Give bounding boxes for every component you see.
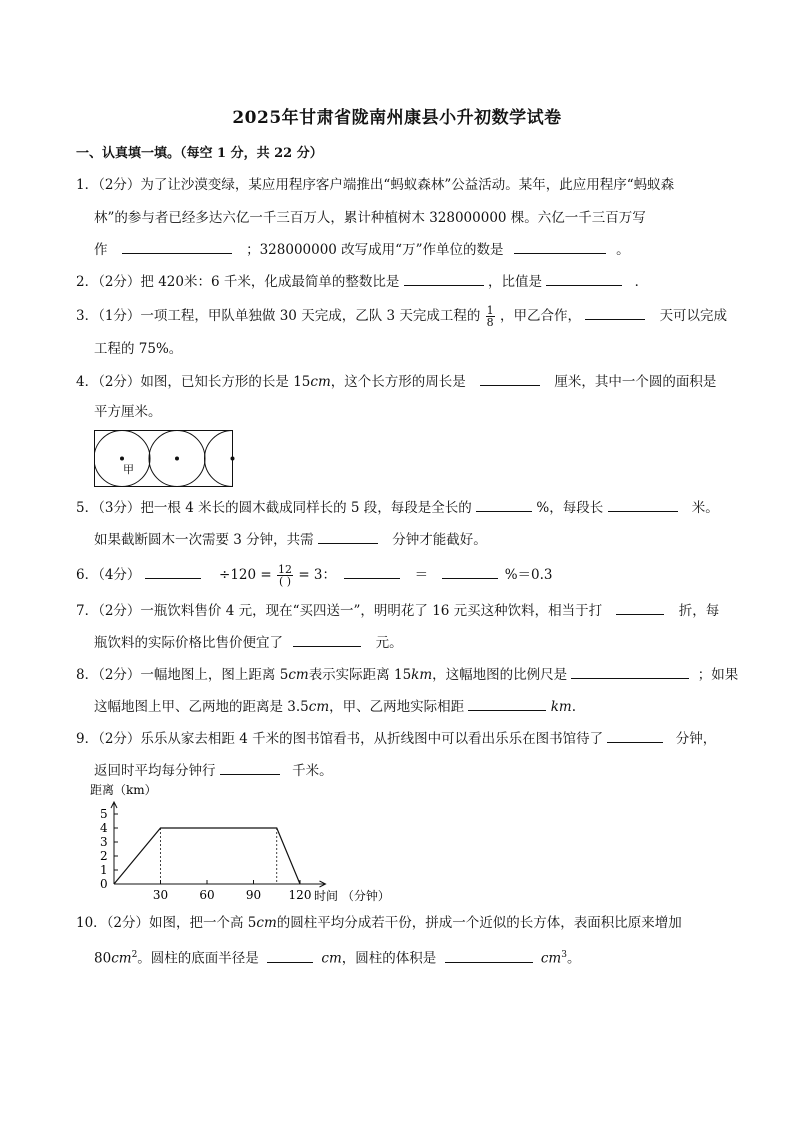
q6-text-a: 6．（4分） <box>76 567 141 583</box>
q10-blank-1[interactable] <box>267 948 313 963</box>
q9-text-d: 千米。 <box>292 763 333 779</box>
y-tick-label: 0 <box>100 877 108 891</box>
rectangle <box>95 431 233 487</box>
q8-text-b: 表示实际距离 15 <box>308 667 412 683</box>
q3-frac-den: 8 <box>486 316 494 329</box>
chart-axes <box>111 802 326 887</box>
q6-text-b: ÷120 = <box>219 567 272 583</box>
q9-line2 <box>94 760 333 781</box>
x-tick-label: 90 <box>245 888 262 902</box>
q10-text-b: 的圆柱平均分成若干份，拼成一个近似的长方体，表面积比原来增加 <box>276 915 682 931</box>
q2-text-a: 2．（2分）把 420米：6 千米，化成最简单的整数比是 <box>76 274 400 290</box>
q1-line2: 林”的参与者已经多达六亿一千三百万人，累计种植树木 328000000 棵。六亿一千三百万写 <box>94 210 646 226</box>
section-heading: 一、认真填一填。（每空 1 分，共 22 分） <box>76 146 323 161</box>
q2-blank-1[interactable] <box>404 271 484 286</box>
q10-text-e: ，圆柱的体积是 <box>341 950 437 967</box>
q3-text-a: 3．（1分）一项工程，甲队单独做 30 天完成，乙队 3 天完成工程的 <box>76 308 481 324</box>
q4-line2: 平方厘米。 <box>94 404 162 420</box>
q10-unit-1: cm <box>256 915 277 931</box>
x-tick-label: 120 <box>288 888 312 902</box>
q6-blank-2[interactable] <box>344 564 400 579</box>
q8-text-d: ；如果 <box>697 667 739 683</box>
q10-text-f: 。 <box>566 950 581 967</box>
q2-text-b: ，比值是 <box>487 274 542 290</box>
q9-text-c: 返回时平均每分钟行 <box>94 763 216 779</box>
distance-line <box>114 828 300 884</box>
q5-text-c: 米。 <box>691 500 719 516</box>
q1-blank-1[interactable] <box>122 239 232 254</box>
q7-text-b: 折，每 <box>678 603 720 619</box>
distance-time-chart <box>86 780 416 904</box>
q1-line3 <box>94 239 630 260</box>
q10-unit-2: cm <box>111 950 132 967</box>
q5-text-b: %，每段长 <box>536 500 604 516</box>
chart-guides <box>161 828 277 884</box>
q2-line <box>76 271 648 292</box>
q3-text-b: ，甲乙合作， <box>499 308 581 324</box>
q1-line1: 1．（2分）为了让沙漠变绿，某应用程序客户端推出“蚂蚁森林”公益活动。某年，此应用程序“蚂蚁森 <box>76 177 675 193</box>
y-tick-label: 1 <box>100 863 108 877</box>
q1-blank-2[interactable] <box>514 239 606 254</box>
q4-blank-1[interactable] <box>480 371 540 386</box>
q10-line2 <box>94 945 580 969</box>
rectangle-circles-figure <box>94 430 236 488</box>
q3-blank-1[interactable] <box>585 305 645 320</box>
x-tick-label: 60 <box>199 888 215 902</box>
chart-series <box>114 828 300 884</box>
q1-text-b: ；328000000 改写成用“万”作单位的数是 <box>246 242 504 258</box>
q6-text-c: = 3： <box>298 567 337 583</box>
q10-sup-2: 2 <box>131 950 138 960</box>
q6-text-d: ＝ <box>414 567 429 583</box>
q6-blank-3[interactable] <box>442 564 498 579</box>
q1-text-a: 作 <box>94 242 108 258</box>
y-tick-label: 2 <box>100 849 108 863</box>
y-tick-label: 3 <box>100 835 108 849</box>
q9-text-b: 分钟， <box>675 731 717 747</box>
x-tick-label: 30 <box>152 888 169 902</box>
q4-text-a: 4．（2分）如图，已知长方形的长是 15 <box>76 374 311 390</box>
q5-text-d: 如果截断圆木一次需要 3 分钟，共需 <box>94 532 314 548</box>
q5-text-e: 分钟才能截好。 <box>392 532 487 548</box>
chart-ticks <box>100 807 311 902</box>
q7-blank-2[interactable] <box>293 632 361 647</box>
q10-unit-3: cm <box>321 950 342 967</box>
center-dot-1 <box>120 457 124 461</box>
q9-blank-1[interactable] <box>607 728 663 743</box>
q3-text-c: 天可以完成 <box>659 308 728 324</box>
q8-text-e: 这幅地图上甲、乙两地的距离是 3.5 <box>94 699 309 715</box>
q7-line1 <box>76 600 719 621</box>
q9-line1 <box>76 728 716 749</box>
q6-fraction <box>277 564 293 587</box>
q7-text-c: 瓶饮料的实际价格比售价便宜了 <box>94 635 283 651</box>
q10-text-d: 。圆柱的底面半径是 <box>137 950 259 967</box>
q8-unit-2: km <box>411 667 433 683</box>
q5-line1 <box>76 497 719 518</box>
q8-unit-1: cm <box>288 667 309 683</box>
figure-label-jia: 甲 <box>123 463 134 476</box>
q2-blank-2[interactable] <box>546 271 622 286</box>
circle-3-partial <box>205 431 233 487</box>
q2-text-c: ． <box>634 274 649 290</box>
q10-text-c: 80 <box>94 950 112 967</box>
q8-text-g: . <box>571 699 577 715</box>
q1-text-c: 。 <box>616 242 630 258</box>
q4-unit: cm <box>310 374 331 390</box>
chart-ylabel: 距离（km） <box>90 783 157 797</box>
q6-text-e: %＝0.3 <box>504 567 553 583</box>
q8-text-f: ，甲、乙两地实际相距 <box>329 699 465 715</box>
page-title: 2025年甘肃省陇南州康县小升初数学试卷 <box>232 108 562 128</box>
q7-text-a: 7．（2分）一瓶饮料售价 4 元，现在“买四送一”，明明花了 16 元买这种饮料，相当于打 <box>76 603 603 619</box>
q4-text-b: ，这个长方形的周长是 <box>330 374 466 390</box>
q8-line1 <box>76 664 738 685</box>
q5-text-a: 5．（3分）把一根 4 米长的圆木截成同样长的 5 段，每段是全长的 <box>76 500 472 516</box>
q7-line2 <box>94 632 403 653</box>
center-dot-2 <box>175 457 179 461</box>
chart-xlabel: 时间 （分钟） <box>314 889 390 903</box>
q3-line1 <box>76 305 727 328</box>
q8-text-c: ，这幅地图的比例尺是 <box>432 667 568 683</box>
center-dot-3 <box>231 457 235 461</box>
q5-line2 <box>94 529 487 550</box>
q6-frac-num: 12 <box>278 563 293 576</box>
q8-line2 <box>94 696 576 717</box>
y-tick-label: 4 <box>100 821 108 835</box>
q10-line1 <box>76 913 682 933</box>
q9-text-a: 9．（2分）乐乐从家去相距 4 千米的图书馆看书，从折线图中可以看出乐乐在图书馆待了 <box>76 731 604 747</box>
q6-blank-1[interactable] <box>145 564 201 579</box>
q8-unit-3: cm <box>308 699 330 715</box>
q6-line <box>76 564 553 587</box>
q5-blank-2[interactable] <box>608 497 678 512</box>
q4-line1 <box>76 371 716 392</box>
q10-sup-3: 3 <box>561 950 567 960</box>
q8-text-a: 8．（2分）一幅地图上，图上距离 5 <box>76 667 289 683</box>
q7-blank-1[interactable] <box>616 600 664 615</box>
q10-blank-2[interactable] <box>445 948 533 963</box>
q5-blank-1[interactable] <box>476 497 532 512</box>
q7-text-d: 元。 <box>375 635 403 651</box>
q3-frac-num: 1 <box>486 304 494 317</box>
q9-blank-2[interactable] <box>220 760 280 775</box>
q8-blank-1[interactable] <box>571 664 689 679</box>
q3-fraction <box>486 305 495 328</box>
q3-line2: 工程的 75%。 <box>94 341 183 357</box>
q5-blank-3[interactable] <box>318 529 378 544</box>
q4-text-c: 厘米，其中一个圆的面积是 <box>554 374 717 390</box>
q10-text-a: 10．（2分）如图，把一个高 5 <box>76 915 257 931</box>
q6-frac-den: ( ) <box>278 575 292 588</box>
q8-unit-4: km <box>550 699 572 715</box>
q8-blank-2[interactable] <box>468 696 546 711</box>
y-tick-label: 5 <box>100 807 108 821</box>
q10-unit-4: cm <box>540 950 562 967</box>
